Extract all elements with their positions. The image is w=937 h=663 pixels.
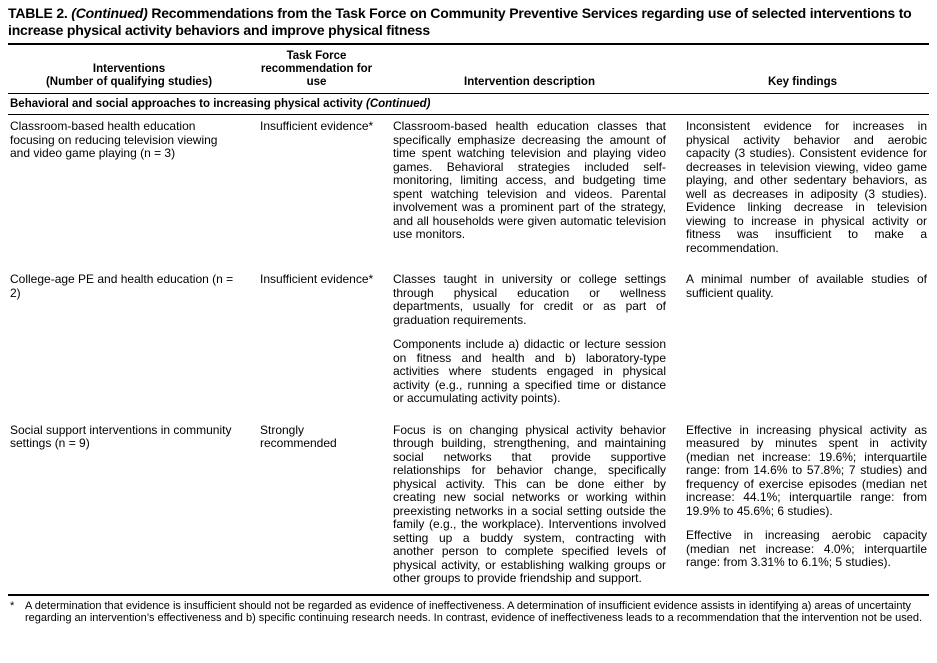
column-header-recommendation <box>250 50 383 89</box>
section-header <box>8 94 929 114</box>
key-findings-paragraph: Inconsistent evidence for increases in physical activity behavior and aerobic capacity (3 studies). Consistent evidence for decreases in television viewing, video game playing, and other sedentary behaviors, as well as decreases in adiposity (3 studies). Evidence linking decrease in television viewing to increase in physical activity or fitness was insufficient to make a recommendation. <box>686 119 927 255</box>
description-paragraph: Focus is on changing physical activity behavior through building, strengthening, and maintaining social networks that provide supportive relationships for behavior change, specifically physical activity. This can be done either by creating new social networks or working within preexisting networks in a social setting outside the family (e.g., the workplace). Interventions involved setting up a buddy system, contracting with another person to complete specified levels of physical activity, or establishing walking groups or other groups to provide friendship and support. <box>393 422 666 585</box>
table-title-suffix: Recommendations from the Task Force on Community Preventive Services regarding use of selected interventions to increase physical activity behaviors and improve physical fitness <box>8 5 912 38</box>
description-cell <box>383 120 676 255</box>
description-cell <box>383 273 676 406</box>
intervention-cell: Social support interventions in community settings (n = 9) <box>10 422 232 450</box>
table-row <box>8 268 929 406</box>
key-findings-cell <box>676 120 929 255</box>
recommendation-cell: Strongly recommended <box>260 422 337 450</box>
key-findings-cell <box>676 273 929 406</box>
section-header-continued: (Continued) <box>366 98 431 110</box>
recommendation-cell: Insufficient evidence* <box>260 119 374 133</box>
intervention-cell: College-age PE and health education (n = 2) <box>10 272 234 300</box>
description-paragraph: Classroom-based health education classes that specifically emphasize decreasing the amount of time spent watching television and playing video games. Behavioral strategies included self-monitoring, limiting access, and budgeting time spent watching television and videos. Parental involvement was a prominent part of the strategy, and all households were given automatic television use monitors. <box>393 119 666 241</box>
column-header-line: Intervention description <box>464 76 595 88</box>
key-findings-paragraph: Effective in increasing aerobic capacity (median net increase: 4.0%; interquartile range: from 3.31% to 6.1%; 5 studies). <box>686 528 927 569</box>
key-findings-cell <box>676 424 929 586</box>
column-header-interventions <box>8 63 250 89</box>
table-title-prefix: TABLE 2. <box>8 5 72 21</box>
footnote-body <box>10 600 929 625</box>
table-row <box>8 115 929 255</box>
recommendation-cell: Insufficient evidence* <box>260 272 374 286</box>
description-cell <box>383 424 676 586</box>
column-header-line: recommendation for use <box>260 63 373 88</box>
table-title-continued: (Continued) <box>71 5 148 21</box>
column-header-row <box>8 45 929 93</box>
table-row <box>8 419 929 586</box>
column-header-line: Task Force <box>286 50 347 62</box>
key-findings-paragraph: A minimal number of available studies of sufficient quality. <box>686 272 927 300</box>
column-header-key-findings <box>676 76 929 89</box>
description-paragraph: Components include a) didactic or lecture session on fitness and health and b) laboratory-type activities where students engaged in physical activity (e.g., running a specified time or distance or accumulating activity points). <box>393 337 666 405</box>
column-header-line: Key findings <box>767 76 837 88</box>
section-header-text: Behavioral and social approaches to increasing physical activity <box>10 98 366 110</box>
column-header-line: (Number of qualifying studies) <box>45 76 213 88</box>
description-paragraph: Classes taught in university or college settings through physical education or wellness departments, usually for credit or as part of graduation requirements. <box>393 272 666 327</box>
intervention-cell: Classroom-based health education focusing on reducing television viewing and video game playing (n = 3) <box>10 119 218 160</box>
column-header-description <box>383 76 676 89</box>
table-title <box>8 5 929 39</box>
footnote-text: A determination that evidence is insufficient should not be regarded as evidence of ineffectiveness. A determination of insufficient evidence assists in identifying a) areas of uncertainty regarding an intervention’s effectiveness and b) specific continuing research needs. In contrast, evidence of ineffectiveness leads to a recommendation that the intervention not be used. <box>25 599 923 624</box>
column-header-line: Interventions <box>92 63 166 75</box>
key-findings-paragraph: Effective in increasing physical activity as measured by minutes spent in activity (median net increase: 19.6%; interquartile range: from 14.6% to 57.8%; 7 studies) and frequency of exercise episodes (median net increase: 44.1%; interquartile range: from 19.9% to 45.6%; 6 studies). <box>686 422 927 518</box>
footnote-asterisk: * <box>10 599 15 612</box>
table-footnote <box>8 596 929 625</box>
